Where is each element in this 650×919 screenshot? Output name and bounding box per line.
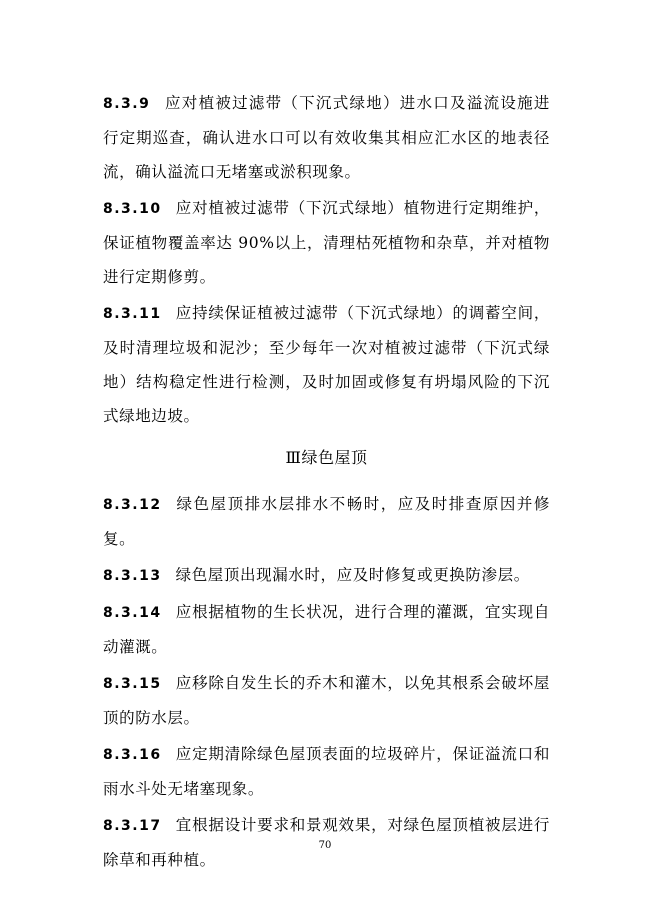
clause-8-3-14: [103, 595, 550, 664]
clause-8-3-13: [103, 558, 550, 593]
clause-text: 应移除自发生长的乔木和灌木，以免其根系会破坏屋顶的防水层。: [103, 674, 550, 727]
clause-number: 8.3.15: [103, 676, 162, 692]
clause-text: 宜根据设计要求和景观效果，对绿色屋顶植被层进行除草和再种植。: [103, 816, 550, 869]
clause-number: 8.3.9: [103, 96, 151, 112]
clause-text: 应对植被过滤带（下沉式绿地）植物进行定期维护，保证植物覆盖率达 90%以上，清理枯死植物和杂草，并对植物进行定期修剪。: [103, 199, 550, 286]
clause-8-3-15: [103, 666, 550, 735]
page-content: [103, 86, 550, 879]
clause-8-3-12: [103, 487, 550, 556]
clause-text: 绿色屋顶出现漏水时，应及时修复或更换防渗层。: [175, 566, 530, 584]
clause-number: 8.3.12: [103, 497, 162, 513]
clause-text: 应持续保证植被过滤带（下沉式绿地）的调蓄空间，及时清理垃圾和泥沙；至少每年一次对植被过滤带（下沉式绿地）结构稳定性进行检测，及时加固或修复有坍塌风险的下沉式绿地边坡。: [103, 304, 550, 425]
page-number: 70: [318, 840, 332, 851]
clause-number: 8.3.14: [103, 605, 162, 621]
section-heading: Ⅲ绿色屋顶: [285, 448, 368, 467]
clause-text: 应根据植物的生长状况，进行合理的灌溉，宜实现自动灌溉。: [103, 603, 550, 656]
clause-number: 8.3.17: [103, 818, 162, 834]
clause-number: 8.3.13: [103, 568, 162, 584]
clause-number: 8.3.16: [103, 747, 162, 763]
clause-number: 8.3.10: [103, 201, 162, 217]
clause-number: 8.3.11: [103, 306, 162, 322]
clause-8-3-10: [103, 191, 550, 294]
clause-8-3-9: [103, 86, 550, 189]
clause-text: 应对植被过滤带（下沉式绿地）进水口及溢流设施进行定期巡查，确认进水口可以有效收集其相应汇水区的地表径流，确认溢流口无堵塞或淤积现象。: [103, 94, 550, 181]
clause-8-3-16: [103, 737, 550, 806]
clause-text: 应定期清除绿色屋顶表面的垃圾碎片，保证溢流口和雨水斗处无堵塞现象。: [103, 745, 550, 798]
clause-text: 绿色屋顶排水层排水不畅时，应及时排查原因并修复。: [103, 495, 550, 548]
clause-8-3-11: [103, 296, 550, 433]
